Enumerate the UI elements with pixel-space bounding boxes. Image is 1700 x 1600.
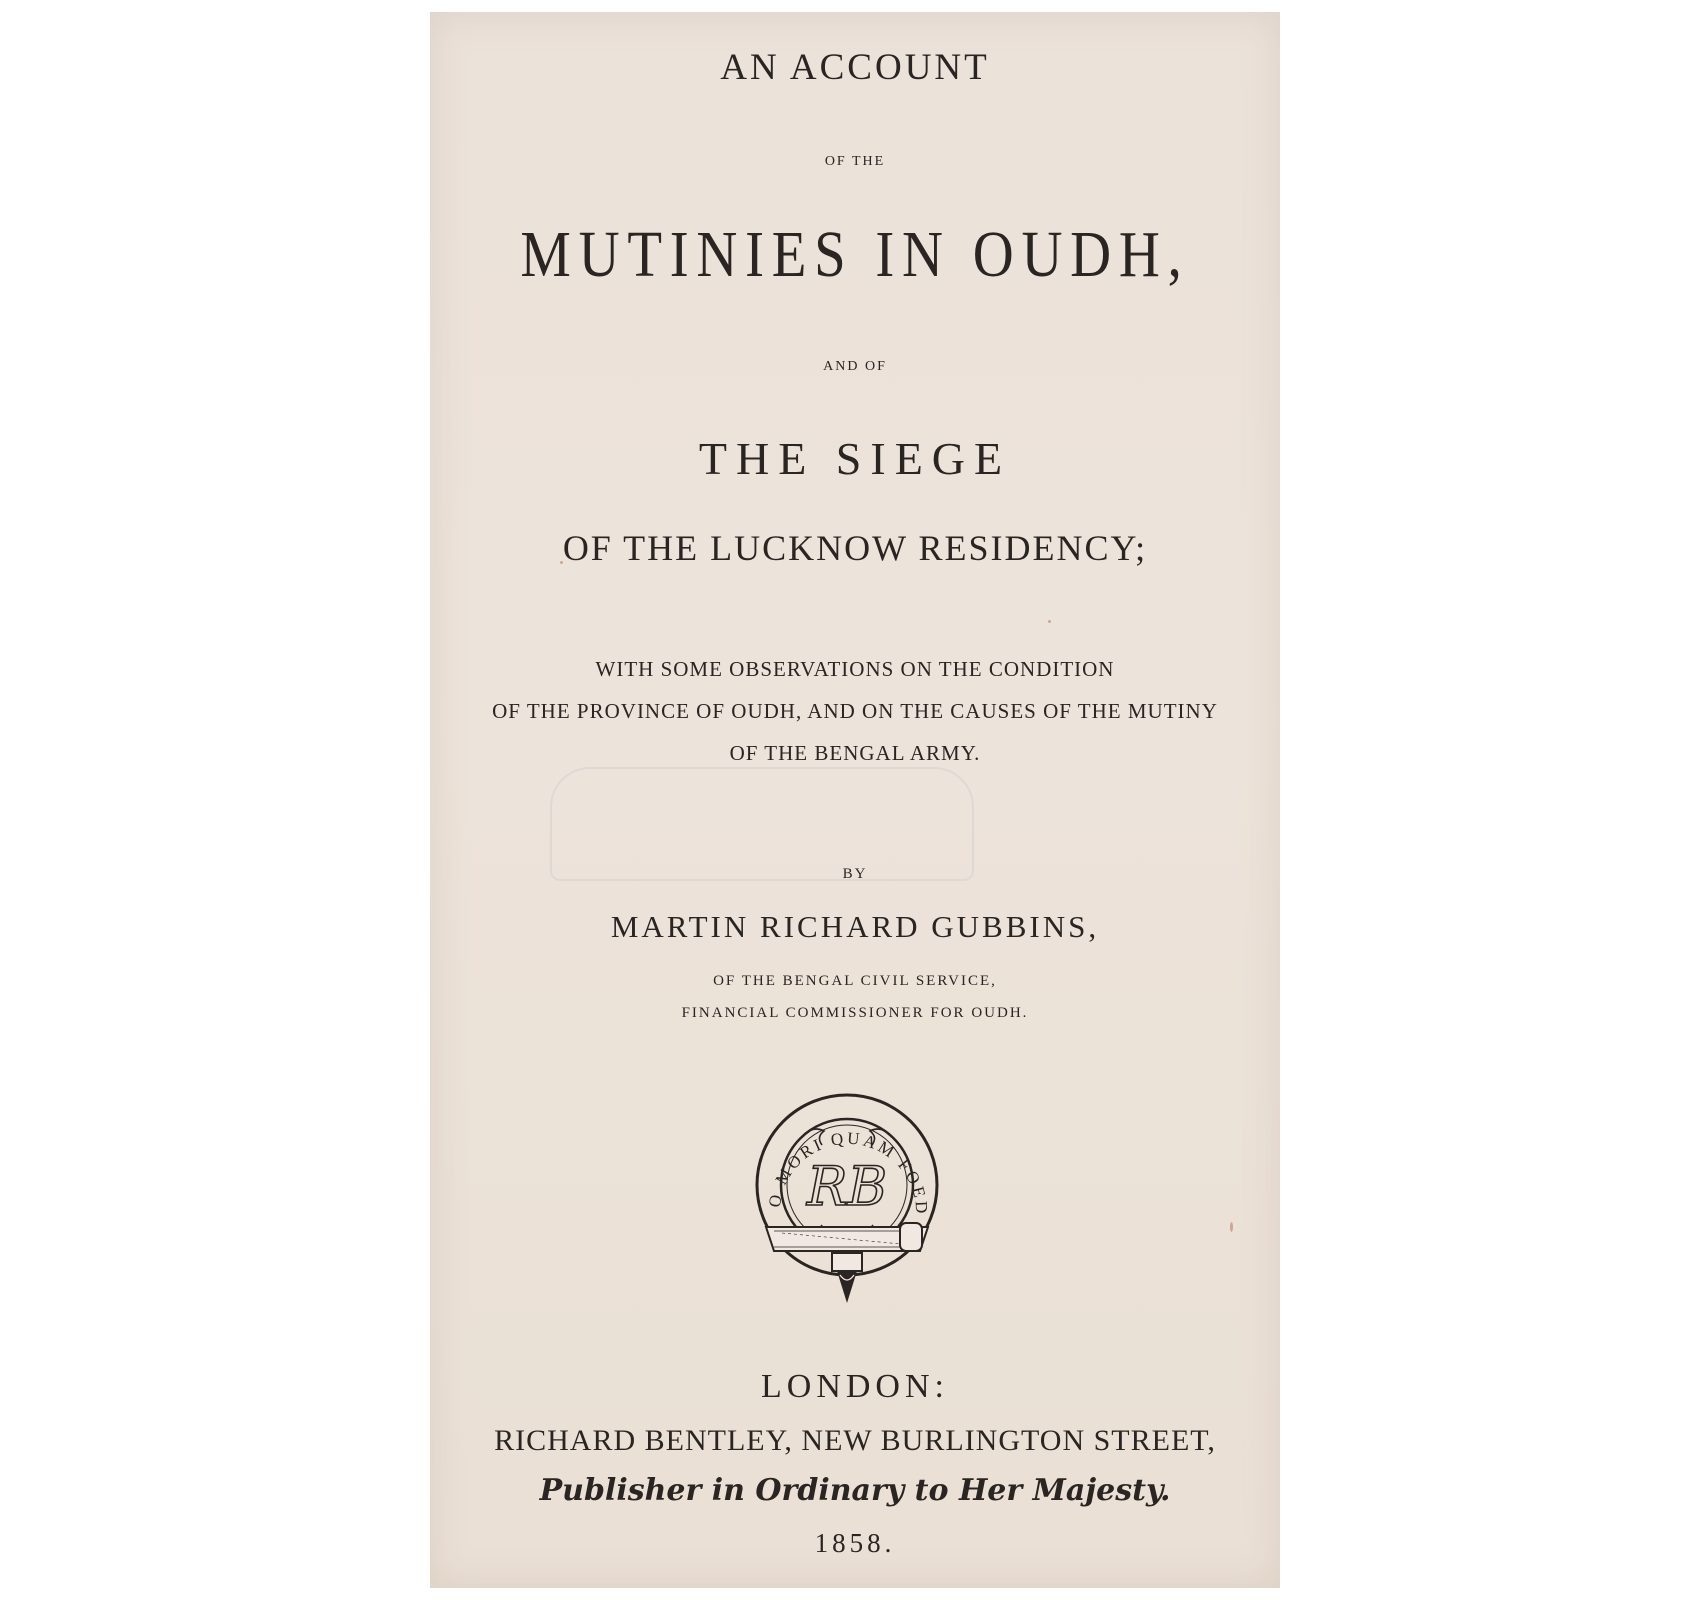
title-page xyxy=(430,12,1280,1588)
title-line-and-of: AND OF xyxy=(823,359,887,374)
imprint-year: 1858. xyxy=(814,1528,896,1558)
faded-library-stamp xyxy=(550,767,974,881)
byline-label: BY xyxy=(842,866,868,882)
title-line-of-the: OF THE xyxy=(824,154,886,169)
secondary-title: THE SIEGE xyxy=(698,433,1012,484)
paper-speck xyxy=(1048,620,1051,623)
author-name: MARTIN RICHARD GUBBINS, xyxy=(610,909,1100,944)
subtitle-line-1: WITH SOME OBSERVATIONS ON THE CONDITION xyxy=(595,657,1115,681)
imprint-appointment: Publisher in Ordinary to Her Majesty. xyxy=(539,1473,1171,1508)
monogram: RB xyxy=(806,1155,888,1218)
author-credential-1: OF THE BENGAL CIVIL SERVICE, xyxy=(713,973,997,989)
paper-speck xyxy=(1230,1222,1233,1232)
imprint-publisher: RICHARD BENTLEY, NEW BURLINGTON STREET, xyxy=(494,1424,1216,1457)
imprint-city: LONDON: xyxy=(761,1368,949,1405)
author-credential-2: FINANCIAL COMMISSIONER FOR OUDH. xyxy=(681,1005,1029,1021)
motto-text: O MORI QUAM FOED xyxy=(764,1128,932,1217)
subtitle-line-3: OF THE BENGAL ARMY. xyxy=(729,741,981,765)
title-line-an-account: AN ACCOUNT xyxy=(720,47,990,88)
publisher-device-emblem xyxy=(752,1077,942,1317)
main-title: MUTINIES IN OUDH, xyxy=(520,218,1190,291)
subtitle-line-2: OF THE PROVINCE OF OUDH, AND ON THE CAUSES OF THE MUTINY xyxy=(492,699,1218,723)
secondary-title-continued: OF THE LUCKNOW RESIDENCY; xyxy=(562,528,1148,568)
